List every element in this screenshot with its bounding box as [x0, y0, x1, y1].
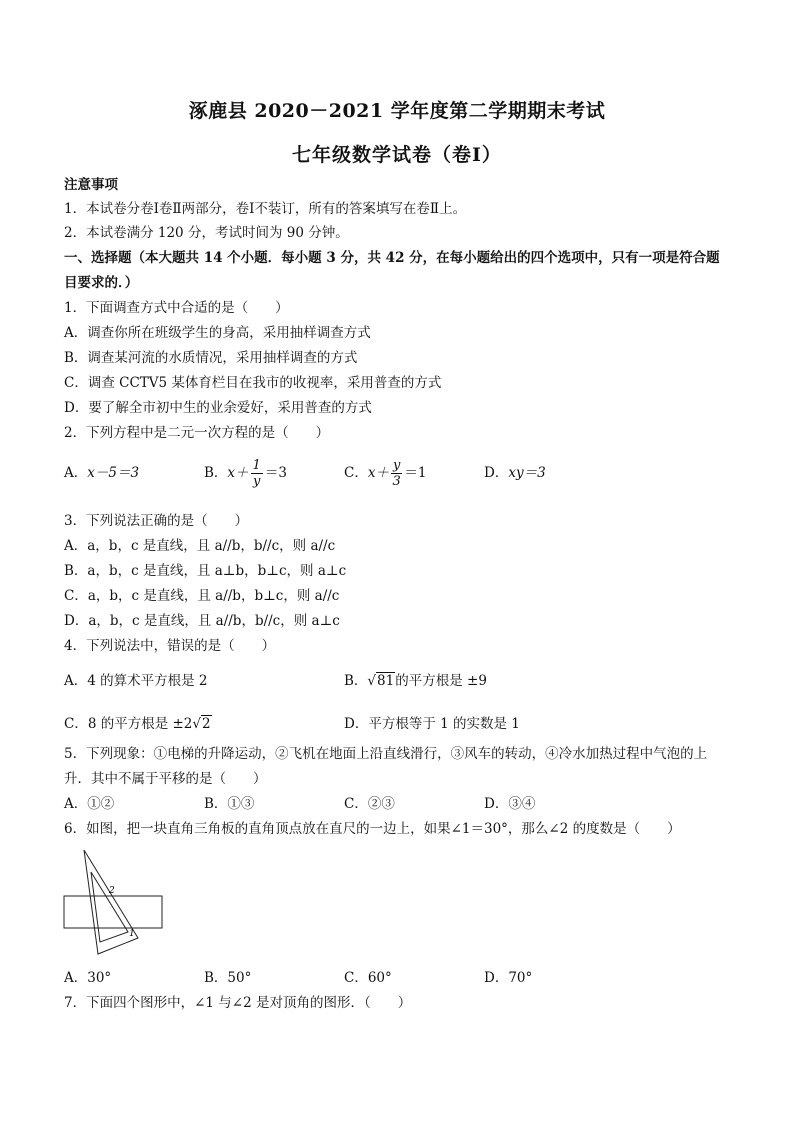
note-item-1: 1．本试卷分卷Ⅰ卷Ⅱ两部分，卷Ⅰ不装订，所有的答案填写在卷Ⅱ上。 — [64, 201, 467, 217]
q2-option-c: C．x＋ $\frac{y}{3}$ ＝1 — [344, 458, 427, 489]
question-6-stem: 6．如图，把一块直角三角板的直角顶点放在直尺的一边上，如果∠1＝30°，那么∠2 的度数是（ ） — [64, 821, 681, 837]
q3-option-c: C．a，b，c 是直线，且 a//b，b⊥c，则 a//c — [64, 588, 340, 604]
note-item-2: 2．本试卷满分 120 分，考试时间为 90 分钟。 — [64, 225, 349, 241]
q2-b-fraction: $\frac{1}{y}$ — [252, 458, 261, 489]
question-5-stem: 5．下列现象：①电梯的升降运动，②飞机在地面上沿直线滑行，③风车的转动，④冷水加热过程中气泡的上 — [64, 746, 708, 762]
exam-title: 涿鹿县 2020－2021 学年度第二学期期末考试 — [188, 100, 606, 122]
q1-option-a: A．调查你所在班级学生的身高，采用抽样调查方式 — [64, 325, 371, 341]
q4-b-radicand: 81 — [377, 673, 395, 689]
q2-option-d-expr: xy＝3 — [508, 465, 546, 481]
question-5-stem-cont: 升．其中不属于平移的是（ ） — [64, 771, 267, 787]
q2-option-a: A．x－5＝3 — [64, 465, 140, 481]
q4-c-radicand: 2 — [202, 716, 211, 732]
q2-option-d: D．xy＝3 — [484, 465, 546, 481]
triangle-inner-shape — [91, 872, 128, 942]
q4-option-d: D．平方根等于 1 的实数是 1 — [344, 716, 520, 732]
q4-option-b: B．√81的平方根是 ±9 — [344, 673, 487, 689]
angle-1-label: 1 — [129, 929, 135, 939]
q2-option-b: B．x＋ $\frac{1}{y}$ ＝3 — [204, 458, 287, 489]
q5-option-d: D．③④ — [484, 796, 536, 812]
q5-option-a: A．①② — [64, 796, 115, 812]
angle-2-label: 2 — [109, 886, 115, 896]
question-1-stem: 1．下面调查方式中合适的是（ ） — [64, 300, 289, 316]
ruler-triangle-figure — [62, 846, 168, 958]
q2-c-fraction: $\frac{y}{3}$ — [392, 458, 401, 489]
notes-heading: 注意事项 — [64, 177, 118, 193]
question-4-stem: 4．下列说法中，错误的是（ ） — [64, 638, 276, 654]
q1-option-c: C．调查 CCTV5 某体育栏目在我市的收视率，采用普查的方式 — [64, 375, 442, 391]
q6-option-a: A．30° — [64, 970, 112, 986]
question-3-stem: 3．下列说法正确的是（ ） — [64, 513, 249, 529]
q3-option-d: D．a，b，c 是直线，且 a//b，b//c，则 a⊥c — [64, 613, 340, 629]
question-2-stem: 2．下列方程中是二元一次方程的是（ ） — [64, 425, 330, 441]
q6-option-d: D．70° — [484, 970, 533, 986]
q1-option-d: D．要了解全市初中生的业余爱好，采用普查的方式 — [64, 400, 372, 416]
q3-option-a: A．a，b，c 是直线，且 a//b，b//c，则 a//c — [64, 538, 336, 554]
q5-option-c: C．②③ — [344, 796, 395, 812]
q3-option-b: B．a，b，c 是直线，且 a⊥b，b⊥c，则 a⊥c — [64, 563, 347, 579]
section-heading: 一、选择题（本大题共 14 个小题．每小题 3 分，共 42 分，在每小题给出的四个选项中，只有一项是符合题 — [64, 250, 720, 266]
q1-option-b: B．调查某河流的水质情况，采用抽样调查的方式 — [64, 350, 358, 366]
q4-option-c: C．8 的平方根是 ±2√2 — [64, 716, 211, 732]
section-heading-cont: 目要求的．） — [64, 275, 139, 291]
q6-option-b: B．50° — [204, 970, 252, 986]
ruler-shape — [64, 896, 162, 928]
question-7-stem: 7．下面四个图形中，∠1 与∠2 是对顶角的图形．（ ） — [64, 995, 412, 1011]
q4-option-a: A．4 的算术平方根是 2 — [64, 673, 208, 689]
q5-option-b: B．①③ — [204, 796, 255, 812]
exam-subtitle: 七年级数学试卷（卷Ⅰ） — [292, 144, 502, 166]
q2-option-a-expr: x－5＝3 — [87, 465, 140, 481]
q6-option-c: C．60° — [344, 970, 392, 986]
